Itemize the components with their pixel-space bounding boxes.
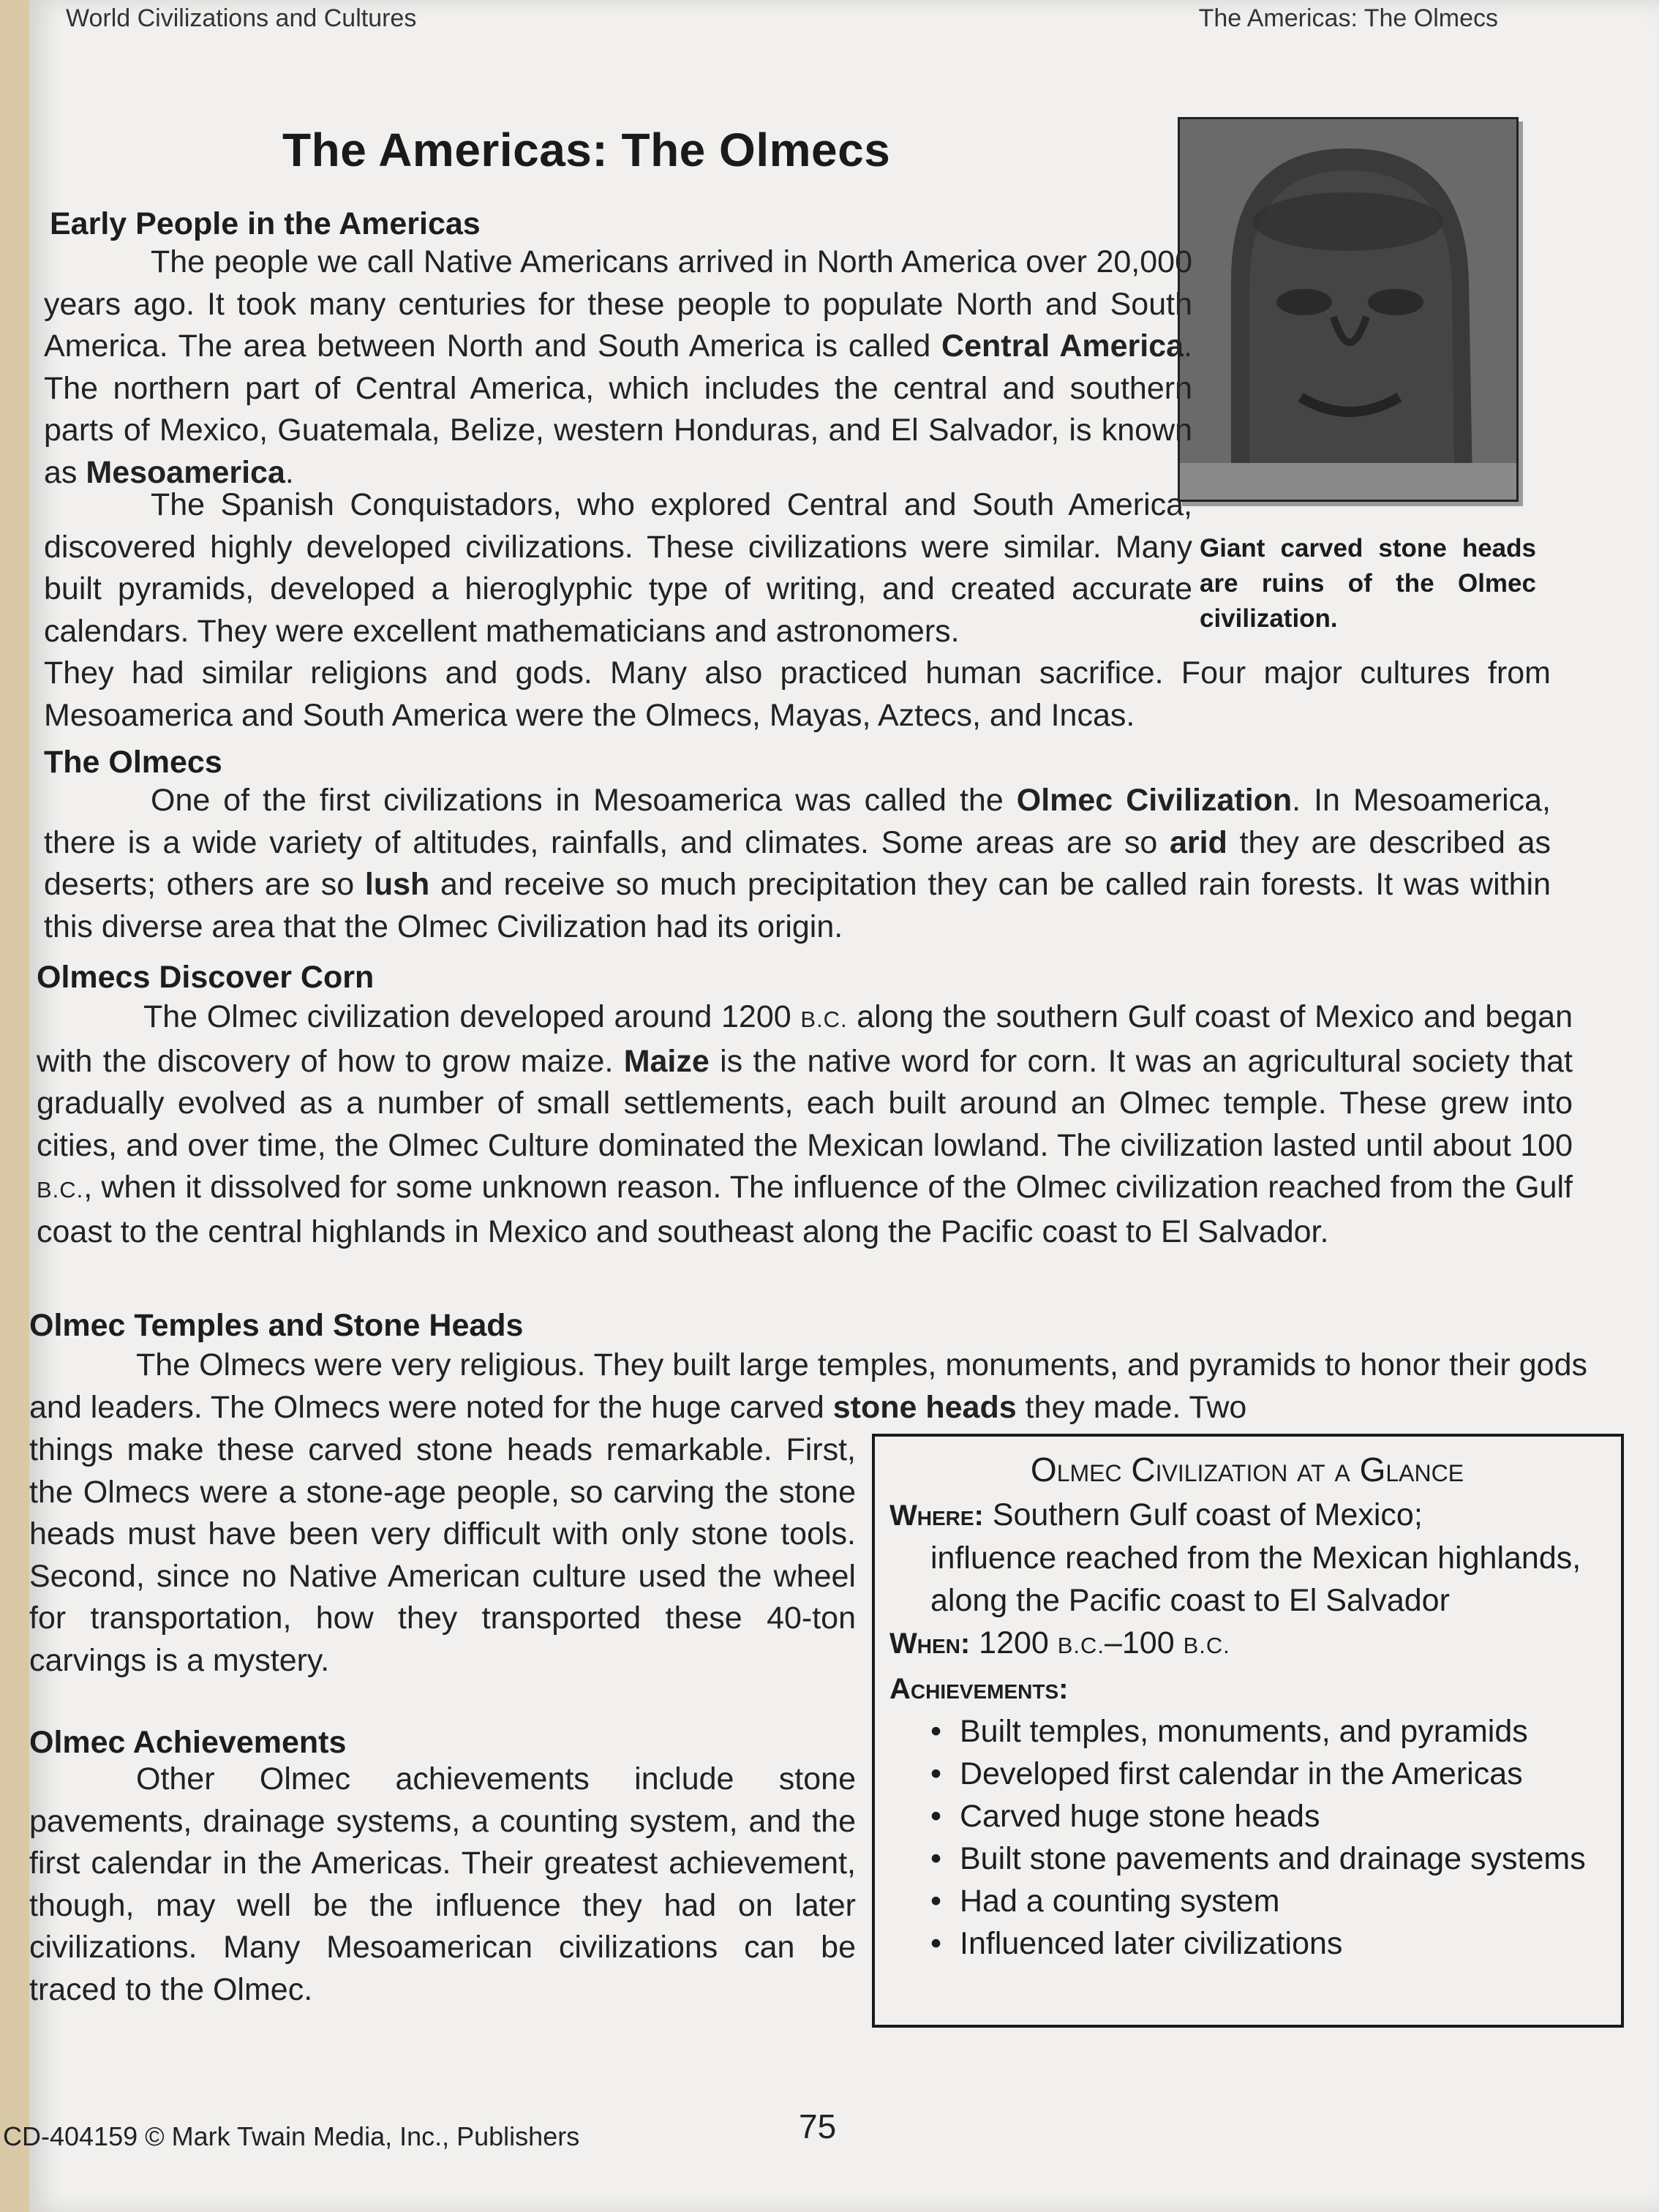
term-stone-heads: stone heads bbox=[832, 1389, 1017, 1425]
paragraph-early-people-1 bbox=[44, 241, 1192, 494]
stone-head-figure bbox=[1178, 117, 1536, 636]
term-olmec-civilization: Olmec Civilization bbox=[1016, 783, 1293, 818]
text-span: and receive so much precipitation they can be called rain forests. It was within this diverse area that the Olmec Civilization had its origin. bbox=[44, 867, 1551, 944]
term-mesoamerica: Mesoamerica bbox=[86, 454, 285, 490]
text-span: , when it dissolved for some unknown reason. The influence of the Olmec civilization reached from the Gulf coast to the central highlands in Mexico and southeast along the Pacific coast to El Salvador. bbox=[37, 1170, 1573, 1249]
text-span: . In Mesoamerica, there is a wide variety of altitudes, rainfalls, and climates. Some areas are so bbox=[44, 783, 1551, 860]
when-text: –100 bbox=[1104, 1625, 1184, 1660]
era-abbreviation: B.C. bbox=[37, 1177, 84, 1203]
term-arid: arid bbox=[1169, 824, 1227, 860]
paragraph-the-olmecs bbox=[44, 780, 1551, 948]
heading-the-olmecs: The Olmecs bbox=[44, 745, 222, 780]
running-header-right: The Americas: The Olmecs bbox=[1198, 4, 1498, 32]
glance-where-continued: influence reached from the Mexican highlands, along the Pacific coast to El Salvador bbox=[930, 1540, 1581, 1618]
list-item: • Influenced later civilizations bbox=[930, 1922, 1605, 1965]
glance-where bbox=[889, 1494, 1605, 1537]
achievements-label: Achievements: bbox=[889, 1673, 1069, 1705]
text-span: is the native word for corn. It was an agricultural society that gradually evolved as a number of small settlements, each built around an Olmec temple. These grew into cities, and over time, the Olmec Culture dominated the Mexican lowland. The civilization lasted until about 100 bbox=[37, 1043, 1573, 1163]
heading-olmecs-discover-corn: Olmecs Discover Corn bbox=[37, 960, 375, 995]
figure-caption: Giant carved stone heads are ruins of the Olmec civilization. bbox=[1200, 534, 1536, 633]
heading-temples-and-stone-heads: Olmec Temples and Stone Heads bbox=[29, 1308, 524, 1343]
text-span: The people we call Native Americans arrived in North America over 20,000 years ago. It took many centuries for these people to populate North and South America. The area between North and South America is called bbox=[44, 244, 1192, 364]
term-lush: lush bbox=[364, 867, 430, 902]
achievements-list bbox=[889, 1710, 1605, 1965]
list-item: • Built temples, monuments, and pyramids bbox=[930, 1710, 1605, 1753]
glance-when bbox=[889, 1622, 1605, 1667]
era-abbreviation: B.C. bbox=[800, 1007, 848, 1032]
list-item: • Had a counting system bbox=[930, 1880, 1605, 1922]
text-span: . bbox=[285, 454, 294, 490]
glance-achievements-label bbox=[889, 1667, 1605, 1710]
heading-olmec-achievements: Olmec Achievements bbox=[29, 1725, 347, 1760]
term-central-america: Central America bbox=[941, 328, 1184, 364]
glance-title-text: Olmec Civilization at a Glance bbox=[1030, 1451, 1464, 1489]
era-abbreviation: B.C. bbox=[1057, 1633, 1105, 1658]
text-span: One of the first civilizations in Mesoamerica was called the bbox=[151, 783, 1017, 818]
glance-box-title bbox=[889, 1450, 1605, 1489]
list-item: • Built stone pavements and drainage systems bbox=[930, 1837, 1605, 1880]
text-span: they are described as deserts; others are so bbox=[44, 824, 1551, 902]
text-span: along the southern Gulf coast of Mexico and began with the discovery of how to grow maize. bbox=[37, 999, 1573, 1079]
era-abbreviation: B.C. bbox=[1183, 1633, 1230, 1658]
text-span: The Olmecs were very religious. They built large temples, monuments, and pyramids to honor their gods and leaders. The Olmecs were noted for the huge carved bbox=[29, 1347, 1587, 1425]
where-label: Where: bbox=[889, 1500, 984, 1532]
book-page bbox=[3, 0, 1659, 2212]
text-span: . The northern part of Central America, which includes the central and southern parts of Mexico, Guatemala, Belize, western Honduras, and El Salvador, is known as bbox=[44, 328, 1192, 490]
text-span: they made. Two bbox=[1016, 1389, 1247, 1425]
when-text: 1200 bbox=[979, 1625, 1058, 1660]
list-item: • Carved huge stone heads bbox=[930, 1795, 1605, 1837]
paragraph-early-people-2: The Spanish Conquistadors, who explored Central and South America, discovered highly developed civilizations. These civilizations were similar. Many built pyramids, developed a hieroglyphic type of writing, and created accurate calendars. They were excellent mathematicians and astronomers. bbox=[44, 487, 1192, 649]
heading-early-people: Early People in the Americas bbox=[50, 206, 481, 241]
text-span: The Olmec civilization developed around 1200 bbox=[143, 999, 801, 1034]
paragraph-temples bbox=[29, 1344, 1587, 1429]
page-title: The Americas: The Olmecs bbox=[282, 124, 891, 176]
when-label: When: bbox=[889, 1628, 971, 1660]
list-item: • Developed first calendar in the Americas bbox=[930, 1753, 1605, 1795]
where-text: Southern Gulf coast of Mexico; bbox=[992, 1497, 1423, 1532]
paragraph-early-people-2-continued: They had similar religions and gods. Many also practiced human sacrifice. Four major cultures from Mesoamerica and South America were the Olmecs, Mayas, Aztecs, and Incas. bbox=[44, 655, 1551, 733]
page-number: 75 bbox=[799, 2107, 837, 2145]
footer-publisher: CD-404159 © Mark Twain Media, Inc., Publishers bbox=[3, 2121, 580, 2151]
running-header-left: World Civilizations and Cultures bbox=[66, 4, 417, 32]
olmec-at-a-glance-box bbox=[872, 1434, 1624, 2028]
olmec-stone-head-image bbox=[1178, 117, 1519, 502]
paragraph-temples-continued: things make these carved stone heads remarkable. First, the Olmecs were a stone-age people, so carving the stone heads must have been very difficult with only stone tools. Second, since no Native American culture used the wheel for transportation, how they transported these 40-ton carvings is a mystery. bbox=[29, 1432, 856, 1678]
paragraph-olmecs-discover-corn bbox=[37, 996, 1573, 1253]
paragraph-olmec-achievements: Other Olmec achievements include stone pavements, drainage systems, a counting system, and the first calendar in the Americas. Their greatest achievement, though, may well be the influence they had on later civilizations. Many Mesoamerican civilizations can be traced to the Olmec. bbox=[29, 1761, 856, 2007]
stone-head-illustration bbox=[1180, 119, 1516, 500]
term-maize: Maize bbox=[623, 1043, 710, 1079]
